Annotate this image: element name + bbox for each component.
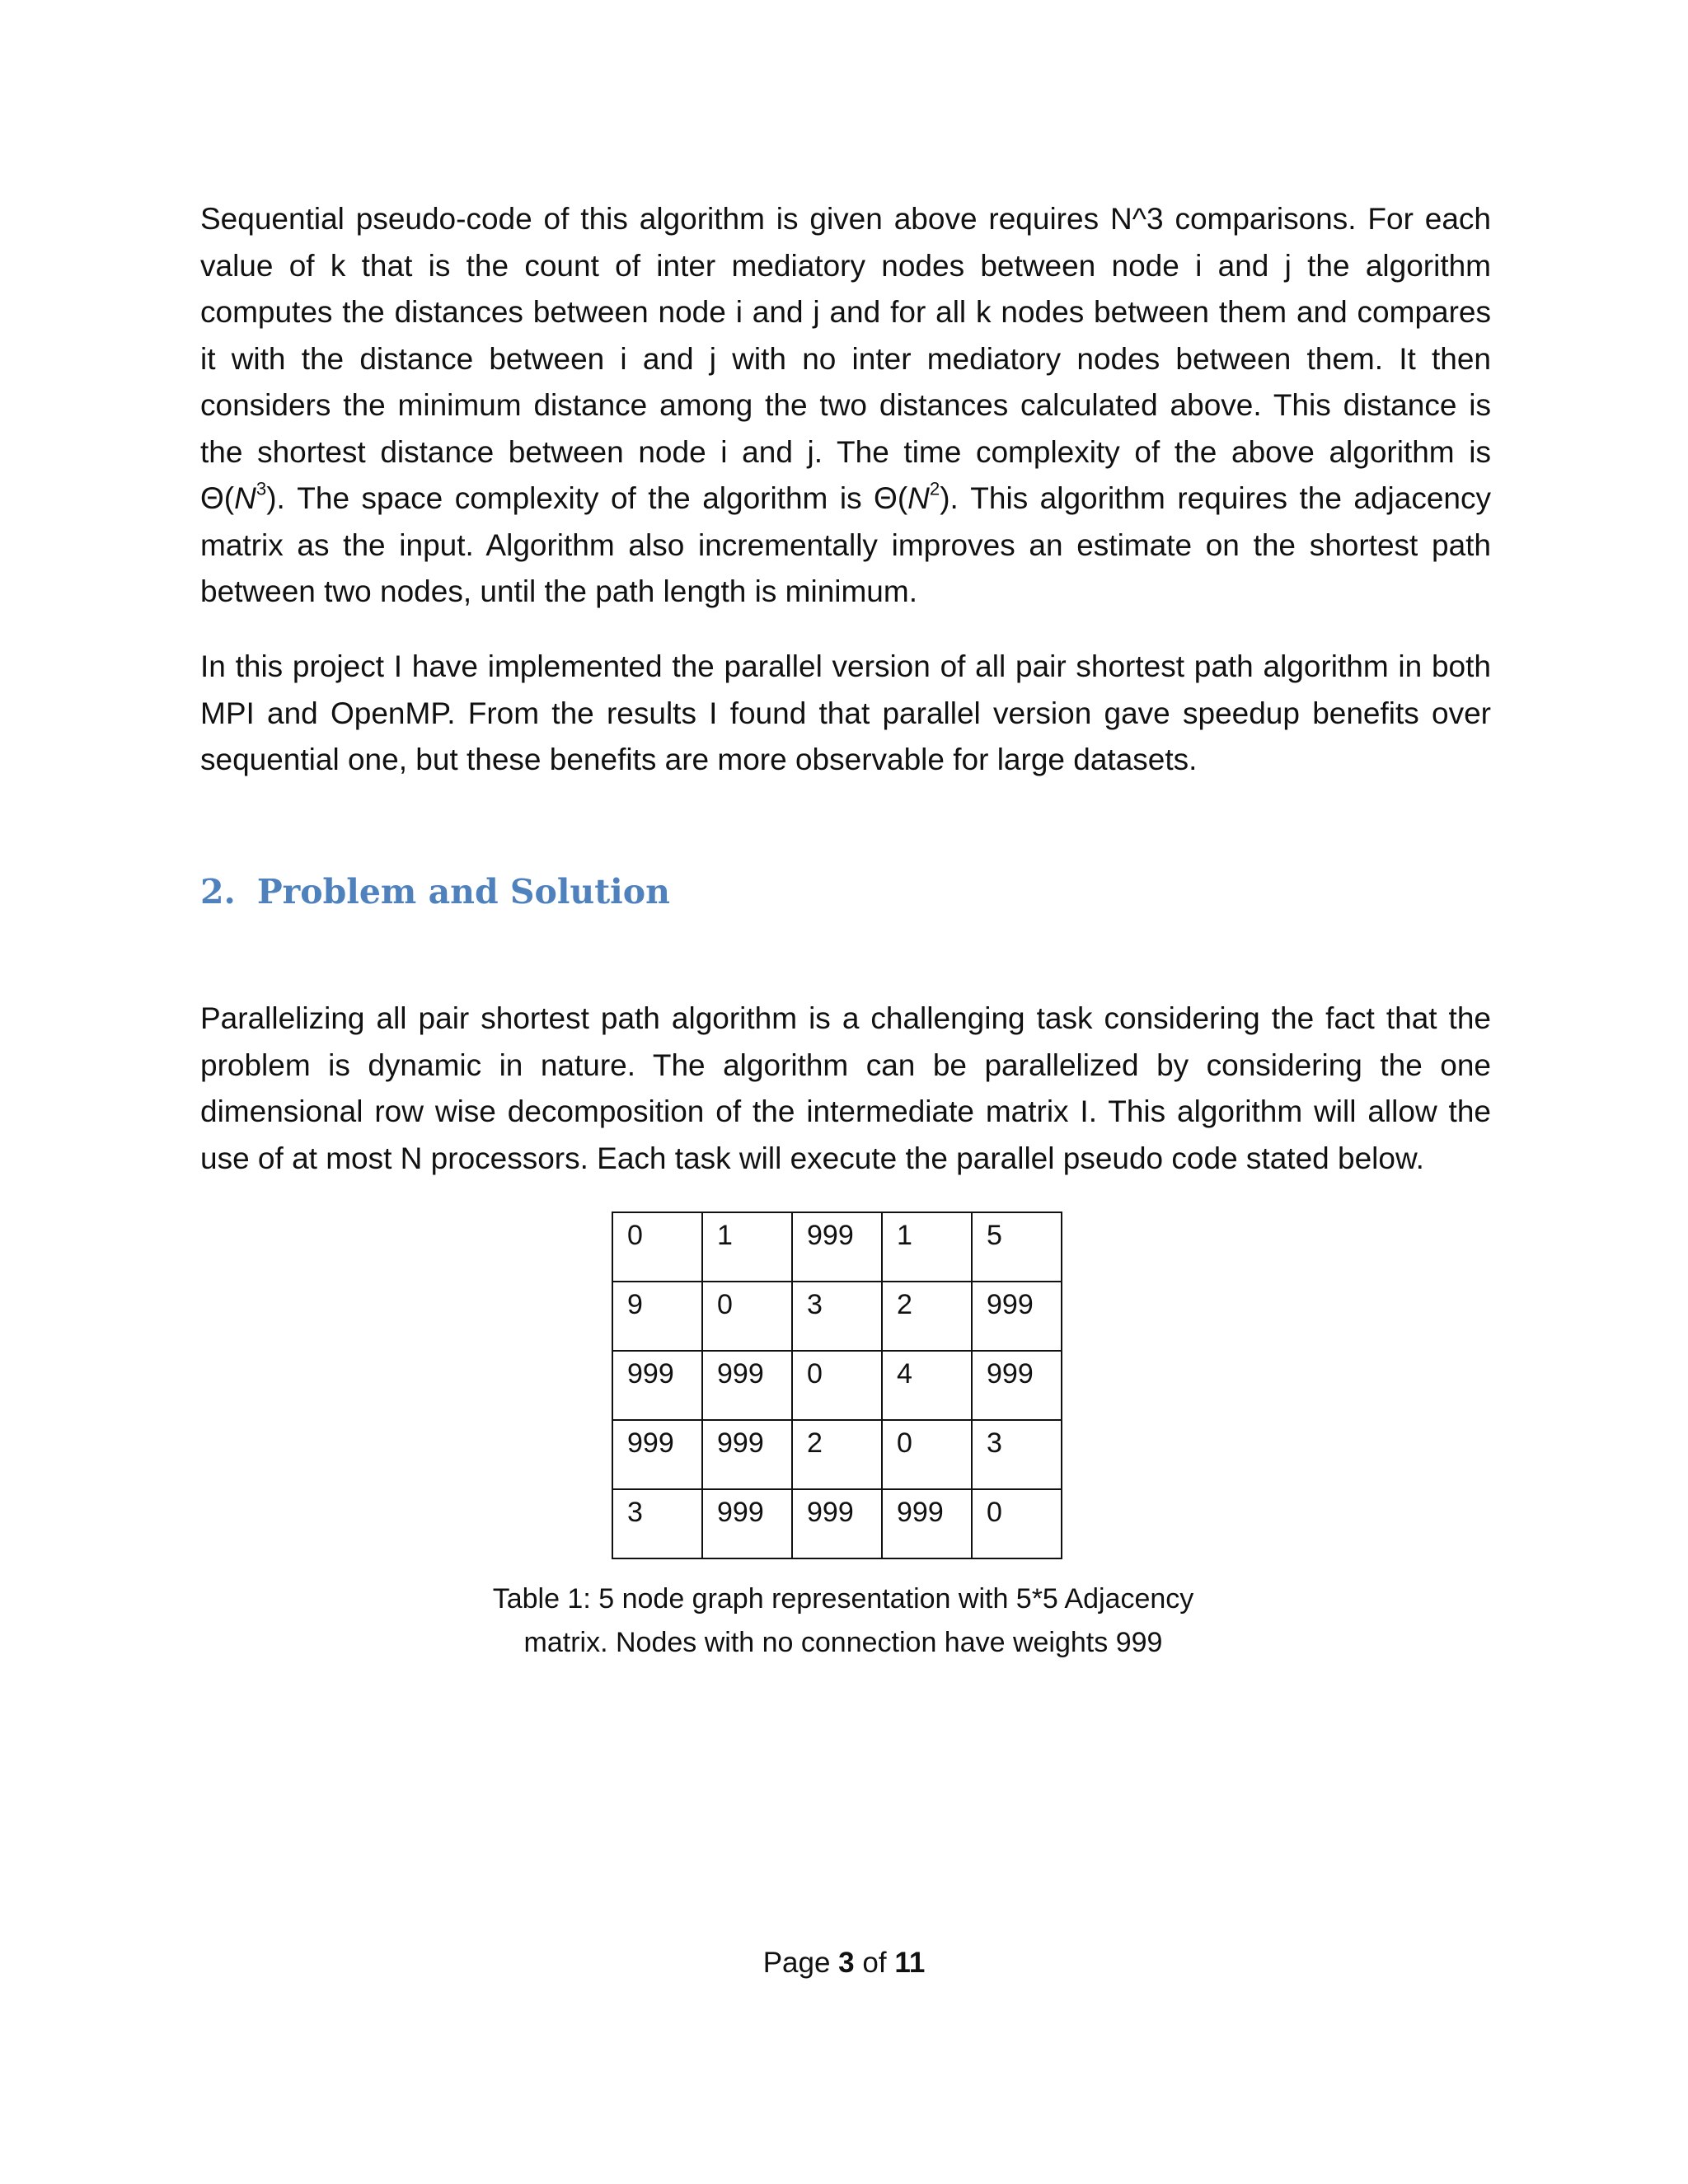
matrix-cell: 0 xyxy=(612,1212,702,1282)
parallel-paragraph: Parallelizing all pair shortest path algorithm is a challenging task considering the fact that the problem is dynamic in nature. The algorithm can be parallelized by considering the one dimensional row wise decomposition of the intermediate matrix I. This algorithm will allow the use of at most N processors. Each task will execute the parallel pseudo code stated below. xyxy=(200,1001,1491,1175)
matrix-cell: 2 xyxy=(882,1282,972,1351)
matrix-cell: 0 xyxy=(702,1282,792,1351)
matrix-cell: 3 xyxy=(792,1282,882,1351)
matrix-cell: 999 xyxy=(702,1489,792,1558)
footer-prefix: Page xyxy=(762,1947,831,1979)
matrix-cell: 1 xyxy=(702,1212,792,1282)
matrix-cell: 999 xyxy=(702,1351,792,1420)
matrix-cell: 999 xyxy=(792,1489,882,1558)
matrix-cell: 999 xyxy=(972,1351,1062,1420)
exponent: 3 xyxy=(256,478,267,499)
total-page-count: 11 xyxy=(894,1947,926,1979)
adjacency-matrix-table xyxy=(612,1212,1062,1559)
table-caption xyxy=(445,1577,1241,1665)
variable-n: N xyxy=(907,481,930,515)
matrix-row xyxy=(612,1489,1062,1558)
matrix-row xyxy=(612,1351,1062,1420)
matrix-cell: 0 xyxy=(972,1489,1062,1558)
matrix-cell: 999 xyxy=(882,1489,972,1558)
caption-line: Table 1: 5 node graph representation with 5*5 Adjacency xyxy=(492,1583,1194,1615)
page-footer xyxy=(0,1947,1688,1980)
matrix-row xyxy=(612,1420,1062,1489)
caption-line: matrix. Nodes with no connection have weights 999 xyxy=(523,1627,1163,1658)
matrix-cell: 1 xyxy=(882,1212,972,1282)
project-paragraph: In this project I have implemented the parallel version of all pair shortest path algorithm in both MPI and OpenMP. From the results I found that parallel version gave speedup benefits over sequential one, but these benefits are more observable for large datasets. xyxy=(200,649,1491,776)
matrix-row xyxy=(612,1282,1062,1351)
matrix-row xyxy=(612,1212,1062,1282)
matrix-cell: 999 xyxy=(612,1420,702,1489)
matrix-cell: 0 xyxy=(882,1420,972,1489)
paragraph-text: ). The space complexity of the algorithm is Θ( xyxy=(266,481,908,515)
matrix-cell: 999 xyxy=(972,1282,1062,1351)
matrix-body xyxy=(612,1212,1062,1558)
matrix-cell: 3 xyxy=(612,1489,702,1558)
matrix-cell: 999 xyxy=(702,1420,792,1489)
matrix-cell: 9 xyxy=(612,1282,702,1351)
section-number: 2. xyxy=(200,872,236,912)
section-title: Problem and Solution xyxy=(256,872,670,912)
paragraph-text: ). This algorithm requires the adjacency matrix as the input. Algorithm also incrementally improves an estimate on the shortest path between two nodes, until the path length is minimum. xyxy=(200,481,1492,608)
section-heading xyxy=(200,872,670,912)
matrix-cell: 999 xyxy=(612,1351,702,1420)
intro-paragraph xyxy=(200,196,1491,616)
matrix-cell: 4 xyxy=(882,1351,972,1420)
matrix-cell: 0 xyxy=(792,1351,882,1420)
matrix-cell: 5 xyxy=(972,1212,1062,1282)
exponent: 2 xyxy=(929,478,940,499)
matrix-cell: 999 xyxy=(792,1212,882,1282)
paragraph-text: Sequential pseudo-code of this algorithm is given above requires N^3 comparisons. For each value of k that is the count of inter mediatory nodes between node i and j the algorithm computes the distances between node i and j and for all k nodes between them and compares it with the distance between i and j with no inter mediatory nodes between them. It then considers the minimum distance among the two distances calculated above. This distance is the shortest distance between node i and j. The time complexity of the above algorithm is Θ( xyxy=(200,202,1491,515)
variable-n: N xyxy=(234,481,256,515)
matrix-cell: 3 xyxy=(972,1420,1062,1489)
current-page-number: 3 xyxy=(838,1947,855,1979)
matrix-cell: 2 xyxy=(792,1420,882,1489)
footer-of: of xyxy=(862,1947,887,1979)
